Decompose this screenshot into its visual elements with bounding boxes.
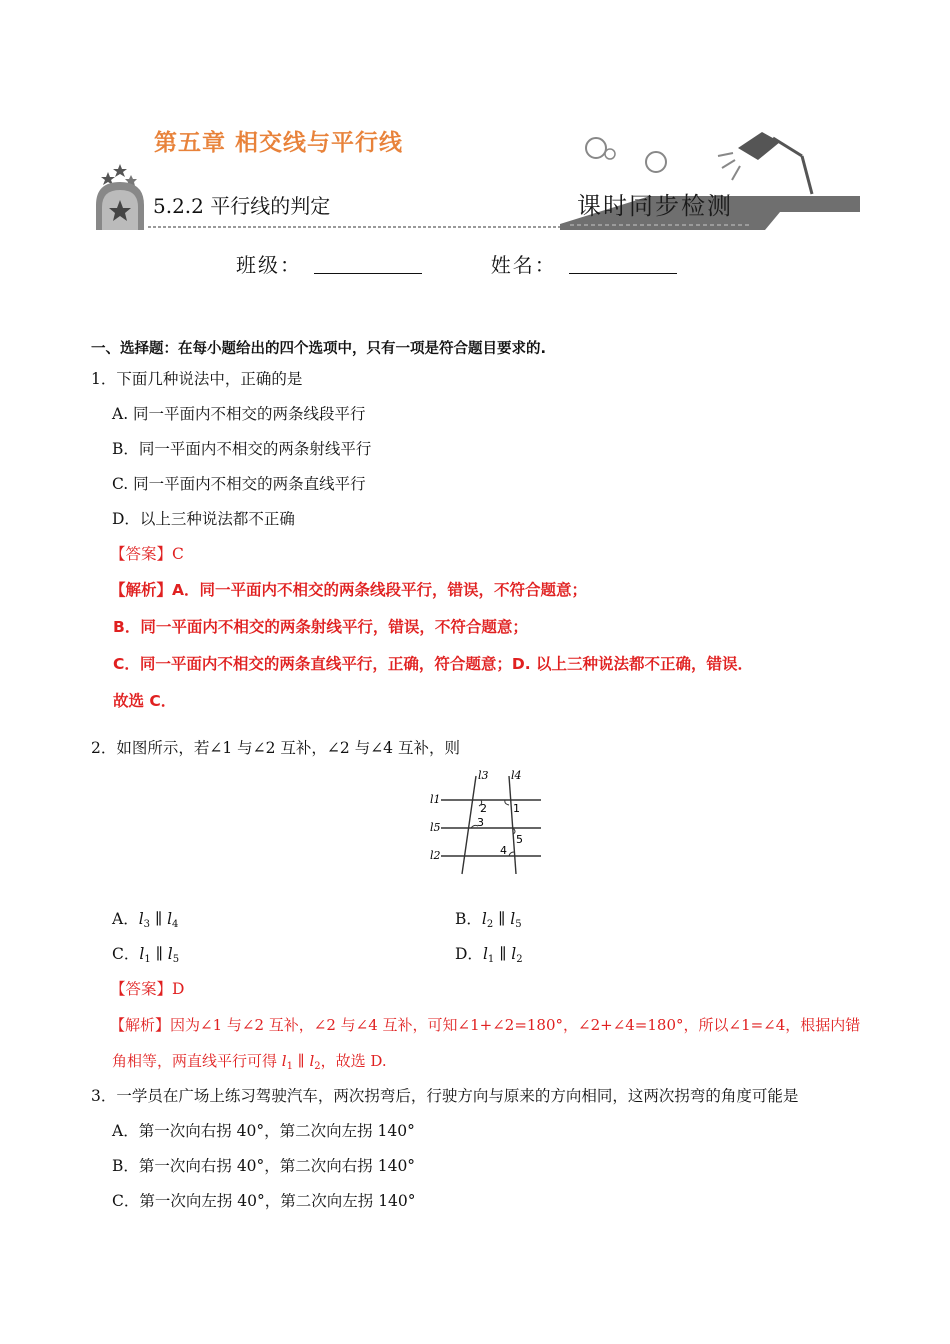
- q2-figure: [425, 766, 545, 876]
- class-label: 班级：: [236, 253, 302, 277]
- angle-label-1: 1: [513, 802, 520, 815]
- bubble-icon: [646, 152, 666, 172]
- q2-option-a: A．$l_3$ ∥ $l_4$: [112, 910, 179, 930]
- q1-analysis-4: 故选 C．: [113, 692, 177, 710]
- line-label-l1: l1: [430, 793, 441, 806]
- q1-option-b: B．同一平面内不相交的两条射线平行: [112, 440, 372, 458]
- q2-stem: 2．如图所示，若∠1 与∠2 互补，∠2 与∠4 互补，则: [91, 739, 460, 757]
- bubble-icon: [586, 138, 606, 158]
- q2-analysis-1: 【解析】因为∠1 与∠2 互补，∠2 与∠4 互补，可知∠1+∠2=180°，∠2+∠4=180°，所以∠1=∠4，根据内错: [110, 1016, 861, 1034]
- q2-analysis-2: 角相等，两直线平行可得 $l_1$ ∥ $l_2$，故选 D.: [112, 1052, 387, 1072]
- line-label-l2: l2: [430, 849, 441, 862]
- q3-option-c: C．第一次向左拐 40°，第二次向左拐 140°: [112, 1192, 416, 1210]
- angle-label-3: 3: [477, 816, 484, 829]
- angle-label-2: 2: [480, 802, 487, 815]
- q3-option-a: A．第一次向右拐 40°，第二次向左拐 140°: [112, 1122, 415, 1140]
- line-label-l3: l3: [478, 769, 489, 782]
- line-label-l4: l4: [511, 769, 522, 782]
- line-label-l5: l5: [430, 821, 441, 834]
- q1-analysis-1: 【解析】A．同一平面内不相交的两条线段平行，错误，不符合题意；: [110, 581, 587, 599]
- banner-text: 课时同步检测: [577, 192, 733, 220]
- q1-stem: 1．下面几种说法中，正确的是: [91, 370, 303, 388]
- q1-option-a: A. 同一平面内不相交的两条线段平行: [112, 405, 366, 423]
- q2-answer: 【答案】D: [110, 980, 185, 998]
- section-title: 5.2.2 平行线的判定: [153, 194, 331, 218]
- bubble-icon: [605, 149, 615, 159]
- star-icon: [113, 164, 127, 177]
- q1-option-d: D．以上三种说法都不正确: [112, 510, 295, 528]
- section-heading: 一、选择题：在每小题给出的四个选项中，只有一项是符合题目要求的.: [91, 341, 547, 357]
- q1-answer: 【答案】C: [110, 545, 184, 563]
- q3-stem: 3．一学员在广场上练习驾驶汽车，两次拐弯后，行驶方向与原来的方向相同，这两次拐弯的角度可能是: [91, 1087, 799, 1105]
- q2-option-c: C．$l_1$ ∥ $l_5$: [112, 945, 180, 965]
- class-blank[interactable]: [314, 255, 422, 274]
- q1-analysis-2: B．同一平面内不相交的两条射线平行，错误，不符合题意；: [113, 618, 528, 636]
- name-blank[interactable]: [569, 255, 677, 274]
- q1-analysis-3: C．同一平面内不相交的两条直线平行，正确，符合题意；D. 以上三种说法都不正确，错误．: [113, 655, 754, 673]
- chapter-title: 第五章 相交线与平行线: [154, 130, 404, 156]
- q2-option-b: B．$l_2$ ∥ $l_5$: [455, 910, 522, 930]
- angle-label-4: 4: [500, 844, 507, 857]
- name-label: 姓名：: [490, 253, 557, 277]
- desk-lamp-icon: [718, 132, 812, 194]
- q1-option-c: C. 同一平面内不相交的两条直线平行: [112, 475, 366, 493]
- angle-label-5: 5: [516, 833, 523, 846]
- class-name-row: [236, 249, 677, 278]
- q3-option-b: B．第一次向右拐 40°，第二次向右拐 140°: [112, 1157, 416, 1175]
- q2-option-d: D．$l_1$ ∥ $l_2$: [455, 945, 523, 965]
